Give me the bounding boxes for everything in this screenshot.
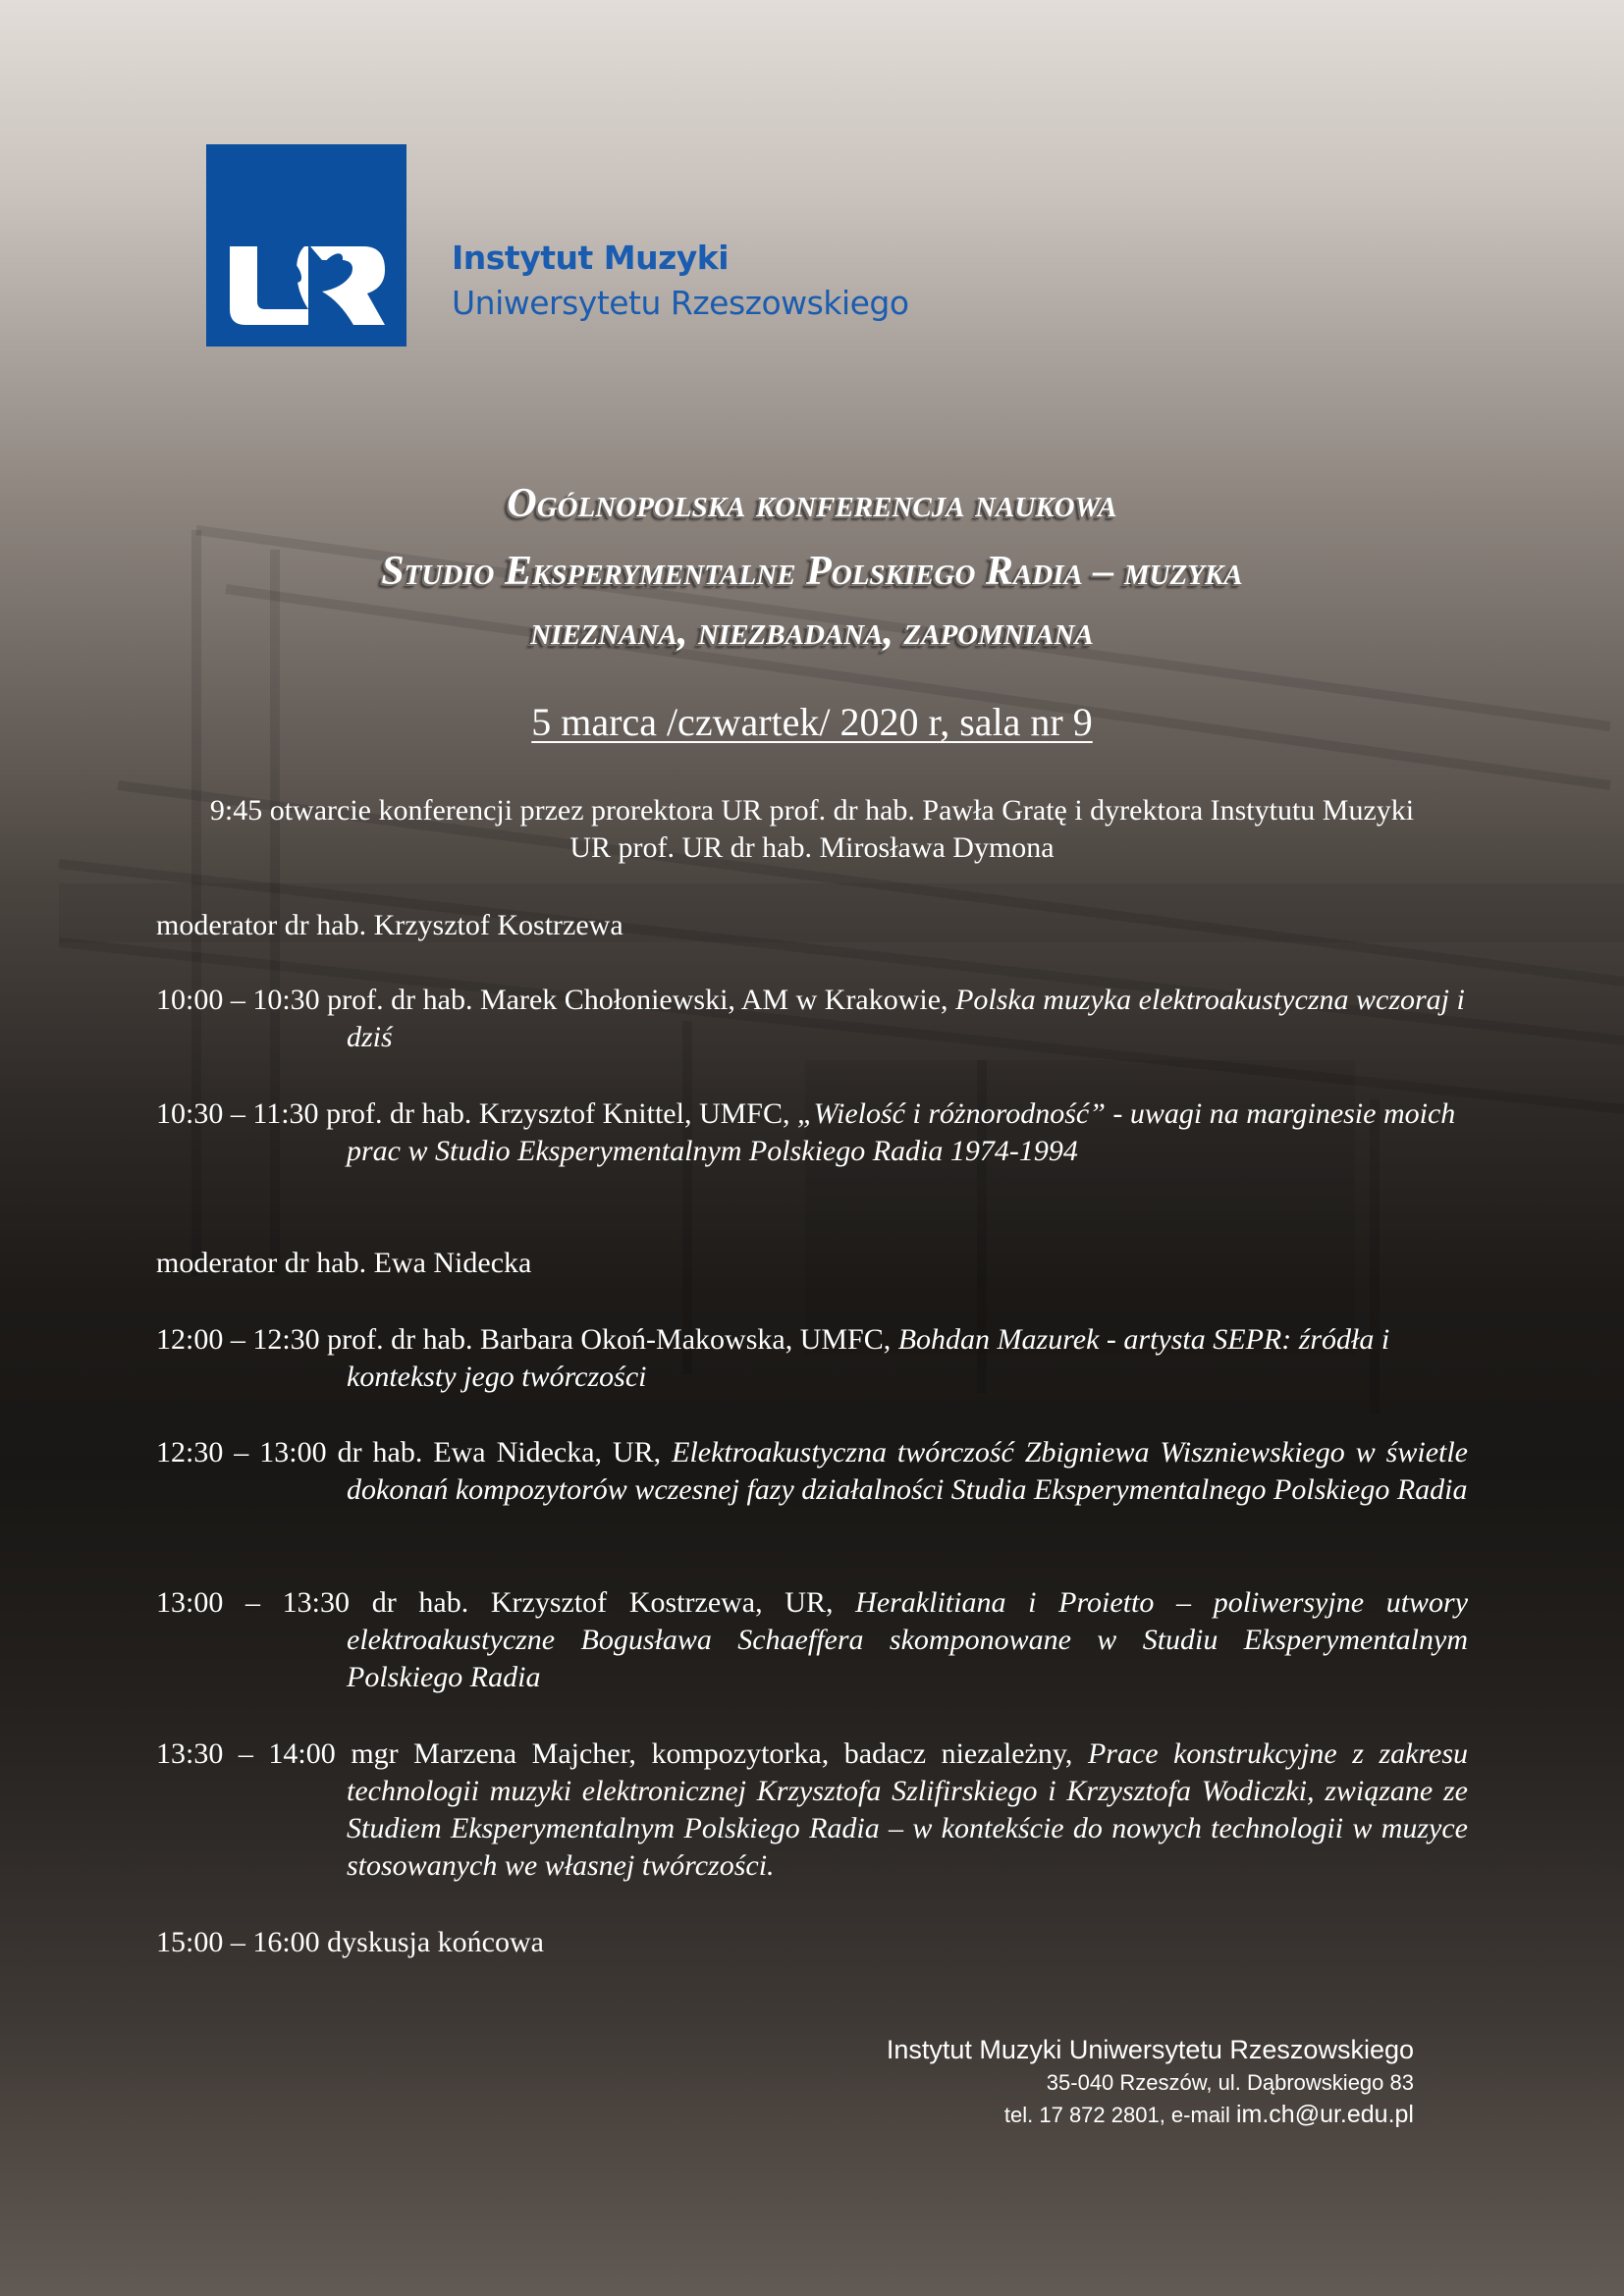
moderator-session-1: moderator dr hab. Krzysztof Kostrzewa xyxy=(156,909,623,941)
closing-label: dyskusja końcowa xyxy=(327,1926,544,1958)
talk-time: 10:30 – 11:30 xyxy=(156,1097,319,1130)
logo-wordmark xyxy=(452,236,909,326)
talk-title: Polska muzyka elektroakustyczna wczoraj i dziś xyxy=(347,984,1465,1053)
logo-institute-name: Instytut Muzyki xyxy=(452,239,730,277)
title-line-1: Ogólnopolska konferencja naukowa xyxy=(507,481,1117,526)
schedule-item xyxy=(156,1735,1468,1885)
talk-title: Elektroakustyczna twórczość Zbigniewa Wiszniewskiego w świetle dokonań kompozytorów wczesnej fazy działalności Studia Eksperymentalnego Polskiego Radia xyxy=(347,1436,1469,1506)
footer-contact xyxy=(887,2032,1414,2131)
talk-time: 13:00 – 13:30 xyxy=(156,1586,351,1619)
closing-discussion xyxy=(156,1924,1468,1961)
logo xyxy=(206,144,406,347)
opening-remarks: 9:45 otwarcie konferencji przez prorektora UR prof. dr hab. Pawła Gratę i dyrektora Instytutu Muzyki UR prof. UR dr hab. Mirosława Dymona xyxy=(209,794,1415,864)
talk-speaker: mgr Marzena Majcher, kompozytorka, badacz niezależny, xyxy=(351,1737,1073,1770)
talk-time: 12:00 – 12:30 xyxy=(156,1323,320,1356)
talk-title: „Wielość i różnorodność” - uwagi na marginesie moich prac w Studio Eksperymentalnym Polskiego Radia 1974-1994 xyxy=(347,1097,1456,1167)
schedule-item xyxy=(156,1584,1468,1696)
talk-time: 12:30 – 13:00 xyxy=(156,1436,327,1468)
logo-university-name: Uniwersytetu Rzeszowskiego xyxy=(452,284,909,322)
moderator-session-2: moderator dr hab. Ewa Nidecka xyxy=(156,1247,532,1279)
title-line-3: nieznana, niezbadana, zapomniana xyxy=(530,609,1094,654)
footer-address: 35-040 Rzeszów, ul. Dąbrowskiego 83 xyxy=(1046,2070,1414,2095)
talk-speaker: prof. dr hab. Marek Chołoniewski, AM w Krakowie, xyxy=(327,984,948,1016)
talk-time: 13:30 – 14:00 xyxy=(156,1737,336,1770)
ur-logo-icon xyxy=(206,144,406,347)
talk-title: Heraklitiana i Proietto – poliwersyjne utwory elektroakustyczne Bogusława Schaeffera skomponowane w Studiu Eksperymentalnym Polskiego Radia xyxy=(347,1586,1469,1693)
title-line-2: Studio Eksperymentalne Polskiego Radia – muzyka xyxy=(381,549,1243,594)
talk-speaker: prof. dr hab. Krzysztof Knittel, UMFC, xyxy=(326,1097,790,1130)
talk-title: Prace konstrukcyjne z zakresu technologii muzyki elektronicznej Krzysztofa Szlifirskiego i Krzysztofa Wodiczki, związane ze Studiem Eksperymentalnym Polskiego Radia – w kontekście do nowych technologii w muzyce stosowanych we własnej twórczości. xyxy=(347,1737,1469,1882)
talk-speaker: dr hab. Ewa Nidecka, UR, xyxy=(337,1436,662,1468)
footer-institution: Instytut Muzyki Uniwersytetu Rzeszowskiego xyxy=(886,2035,1414,2064)
schedule-item xyxy=(156,1321,1468,1396)
footer-email-link[interactable]: im.ch@ur.edu.pl xyxy=(1235,2101,1414,2128)
talk-time: 10:00 – 10:30 xyxy=(156,984,320,1016)
schedule-item xyxy=(156,1095,1468,1170)
footer-phone: tel. 17 872 2801, e-mail xyxy=(1003,2103,1230,2127)
talk-speaker: dr hab. Krzysztof Kostrzewa, UR, xyxy=(371,1586,834,1619)
footer-contact-line xyxy=(887,2099,1414,2131)
event-date: 5 marca /czwartek/ 2020 r, sala nr 9 xyxy=(531,700,1093,744)
talk-title: Bohdan Mazurek - artysta SEPR: źródła i konteksty jego twórczości xyxy=(347,1323,1390,1393)
closing-time: 15:00 – 16:00 xyxy=(156,1926,320,1958)
talk-speaker: prof. dr hab. Barbara Okoń-Makowska, UMFC, xyxy=(327,1323,892,1356)
schedule-item xyxy=(156,1434,1468,1509)
schedule-item xyxy=(156,982,1468,1056)
